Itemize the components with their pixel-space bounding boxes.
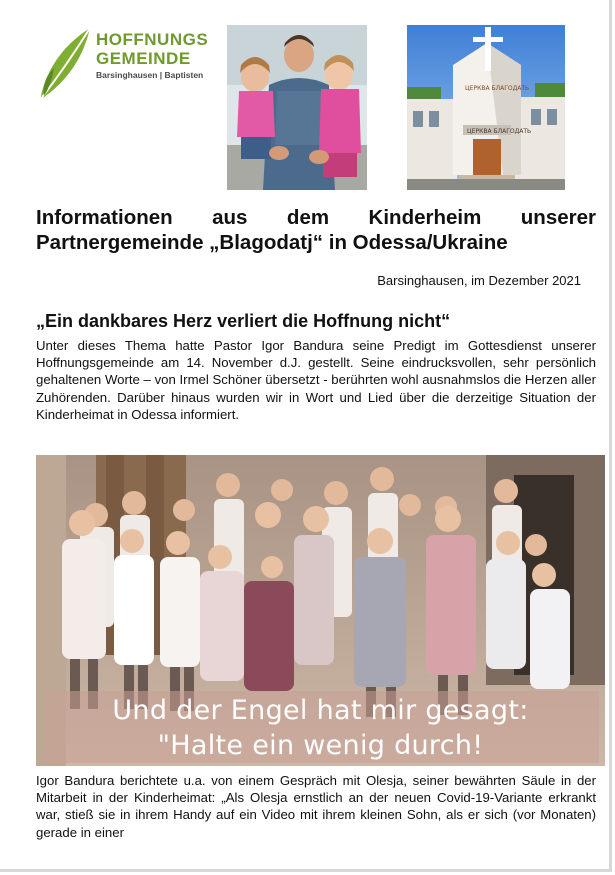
page-title: Informationen aus dem Kinderheim unserer Partnergemeinde „Blagodatj“ in Odessa/Ukraine xyxy=(36,206,596,254)
church-sign-upper: ЦЕРКВА БЛАГОДАТЬ xyxy=(465,85,530,92)
church-photo xyxy=(407,25,565,190)
children-choir-photo xyxy=(36,455,605,766)
logo-wordmark xyxy=(96,30,208,68)
dateline: Barsinghausen, im Dezember 2021 xyxy=(377,273,581,288)
paragraph-intro: Unter dieses Thema hatte Pastor Igor Bandura seine Predigt im Gottesdienst unserer Hoffnungsgemeinde am 14. November d.J. gestellt. Seine eindrucksvollen, sehr persönlich gehaltenen Worte – von Irmel Schöner übersetzt - berührten wohl ausnahmslos die Herzen aller Zuhörenden. Darüber hinaus wurden wir in Wort und Lied über die derzeitige Situation der Kinderheimat in Odessa informiert. xyxy=(36,338,596,422)
caption-line-1: Und der Engel hat mir gesagt: xyxy=(112,695,529,726)
leaf-logo-icon xyxy=(36,24,96,106)
paragraph-story: Igor Bandura berichtete u.a. von einem Gespräch mit Olesja, seiner bewährten Säule in der Mitarbeit in der Kinderheimat: „Als Olesja ernstlich an der neuen Covid-19-Variante erkrankt war, stieß sie in ihrem Handy auf ein Video mit ihrem kleinen Sohn, als er sich (vor Monaten) gerade in einer xyxy=(36,773,596,840)
hoffnungsgemeinde-logo xyxy=(36,24,216,106)
pastor-family-photo xyxy=(227,25,367,190)
caption-line-2: "Halte ein wenig durch! xyxy=(157,730,484,761)
logo-line-1: HOFFNUNGS xyxy=(96,30,209,49)
logo-subtitle: Barsinghausen | Baptisten xyxy=(96,70,204,80)
church-sign-lower: ЦЕРКВА БЛАГОДАТЬ xyxy=(467,128,532,135)
section-heading: „Ein dankbares Herz verliert die Hoffnung nicht“ xyxy=(36,311,451,331)
logo-line-2: GEMEINDE xyxy=(96,49,191,68)
